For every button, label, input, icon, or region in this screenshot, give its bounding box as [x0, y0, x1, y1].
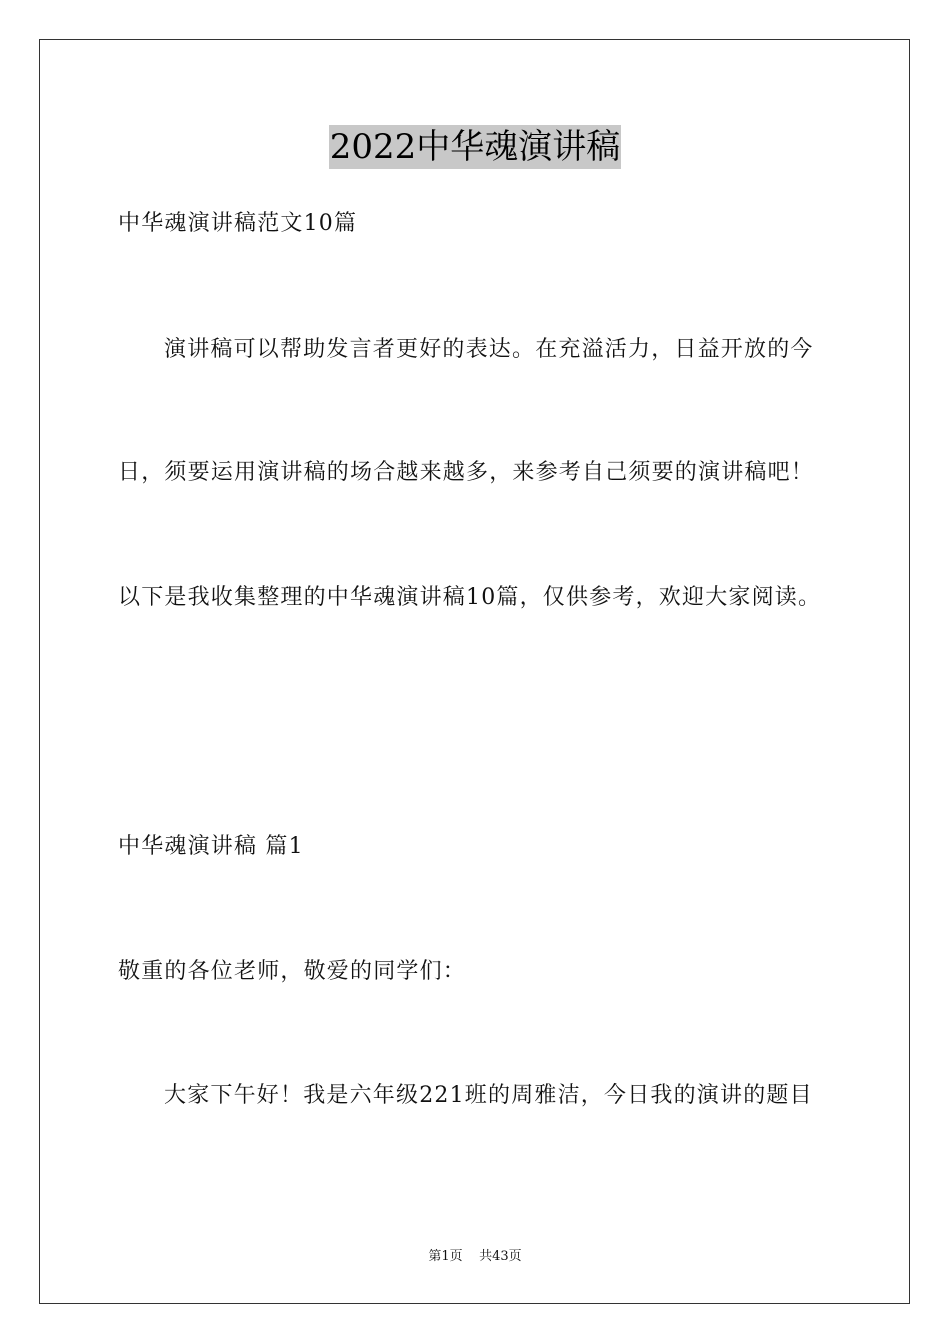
- greeting-line: 敬重的各位老师，敬爱的同学们：: [118, 959, 467, 984]
- intro-line-1: 演讲稿可以帮助发言者更好的表达。在充溢活力，日益开放的今: [164, 337, 814, 362]
- intro-line-3: 以下是我收集整理的中华魂演讲稿10篇，仅供参考，欢迎大家阅读。: [118, 585, 822, 610]
- document-title: 2022中华魂演讲稿: [329, 127, 621, 167]
- page-number-footer: 第1页 共43页: [428, 1249, 522, 1264]
- intro-line-2: 日，须要运用演讲稿的场合越来越多，来参考自己须要的演讲稿吧！: [118, 460, 815, 485]
- title-container: [0, 125, 950, 169]
- document-subtitle: 中华魂演讲稿范文10篇: [118, 211, 358, 236]
- section-heading: 中华魂演讲稿 篇1: [118, 834, 304, 859]
- body-line-1: 大家下午好！我是六年级221班的周雅洁，今日我的演讲的题目: [164, 1083, 813, 1108]
